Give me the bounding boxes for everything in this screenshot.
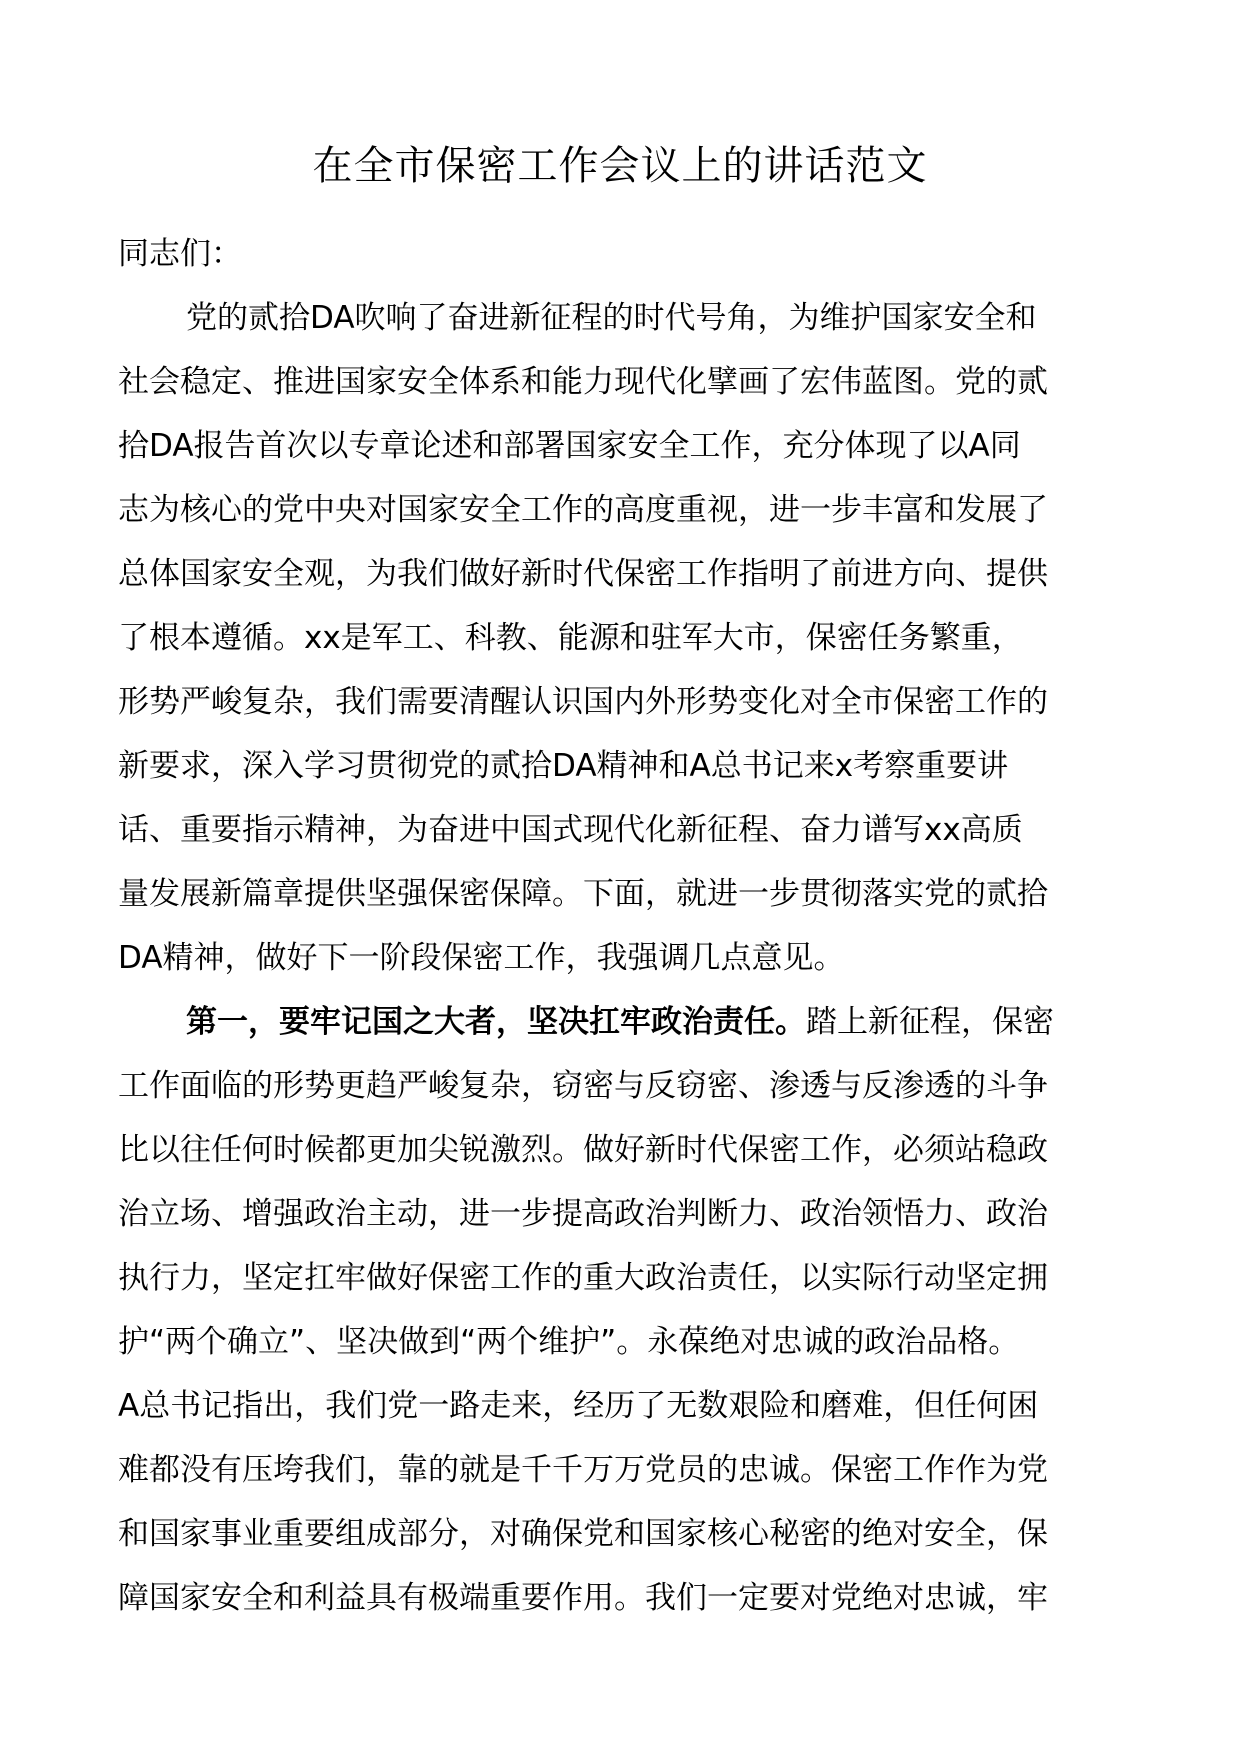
- paragraph-2-line: 护“两个确立”、坚决做到“两个维护”。永葆绝对忠诚的政治品格。: [118, 1324, 1020, 1360]
- document-title: 在全市保密工作会议上的讲话范文: [312, 143, 928, 189]
- section-heading: 第一，要牢记国之大者，坚决扛牢政治责任。: [186, 1004, 806, 1040]
- document-body: [118, 222, 1128, 1630]
- paragraph-1-line: 话、重要指示精神，为奋进中国式现代化新征程、奋力谱写xx高质: [118, 812, 1023, 848]
- paragraph-1-line: 量发展新篇章提供坚强保密保障。下面，就进一步贯彻落实党的贰拾: [118, 876, 1048, 912]
- paragraph-2-line: 执行力，坚定扛牢做好保密工作的重大政治责任，以实际行动坚定拥: [118, 1260, 1048, 1296]
- paragraph-2-line: 和国家事业重要组成部分，对确保党和国家核心秘密的绝对安全，保: [118, 1516, 1048, 1552]
- paragraph-1-line: DA精神，做好下一阶段保密工作，我强调几点意见。: [118, 940, 845, 976]
- paragraph-2-line: 治立场、增强政治主动，进一步提高政治判断力、政治领悟力、政治: [118, 1196, 1048, 1232]
- paragraph-2-first-line-text: 踏上新征程，保密: [806, 1004, 1054, 1040]
- paragraph-2-line: A总书记指出，我们党一路走来，经历了无数艰险和磨难，但任何困: [118, 1388, 1039, 1424]
- paragraph-2-line: 工作面临的形势更趋严峻复杂，窃密与反窃密、渗透与反渗透的斗争: [118, 1068, 1048, 1104]
- paragraph-2-first-line: [118, 990, 1128, 1054]
- paragraph-1-line: 党的贰拾DA吹响了奋进新征程的时代号角，为维护国家安全和: [186, 300, 1037, 336]
- paragraph-1-line: 志为核心的党中央对国家安全工作的高度重视，进一步丰富和发展了: [118, 492, 1048, 528]
- paragraph-1-line: 新要求，深入学习贯彻党的贰拾DA精神和A总书记来x考察重要讲: [118, 748, 1009, 784]
- paragraph-1-line: 形势严峻复杂，我们需要清醒认识国内外形势变化对全市保密工作的: [118, 684, 1048, 720]
- paragraph-1-line: 总体国家安全观，为我们做好新时代保密工作指明了前进方向、提供: [118, 556, 1048, 592]
- paragraph-1-line: 了根本遵循。xx是军工、科教、能源和驻军大市，保密任务繁重，: [118, 620, 1023, 656]
- paragraph-1-line: 拾DA报告首次以专章论述和部署国家安全工作，充分体现了以A同: [118, 428, 1021, 464]
- salutation: 同志们：: [118, 236, 242, 272]
- paragraph-2-line: 比以往任何时候都更加尖锐激烈。做好新时代保密工作，必须站稳政: [118, 1132, 1048, 1168]
- paragraph-1-line: 社会稳定、推进国家安全体系和能力现代化擘画了宏伟蓝图。党的贰: [118, 364, 1048, 400]
- paragraph-2-line: 障国家安全和利益具有极端重要作用。我们一定要对党绝对忠诚，牢: [118, 1580, 1048, 1616]
- paragraph-2-line: 难都没有压垮我们，靠的就是千千万万党员的忠诚。保密工作作为党: [118, 1452, 1048, 1488]
